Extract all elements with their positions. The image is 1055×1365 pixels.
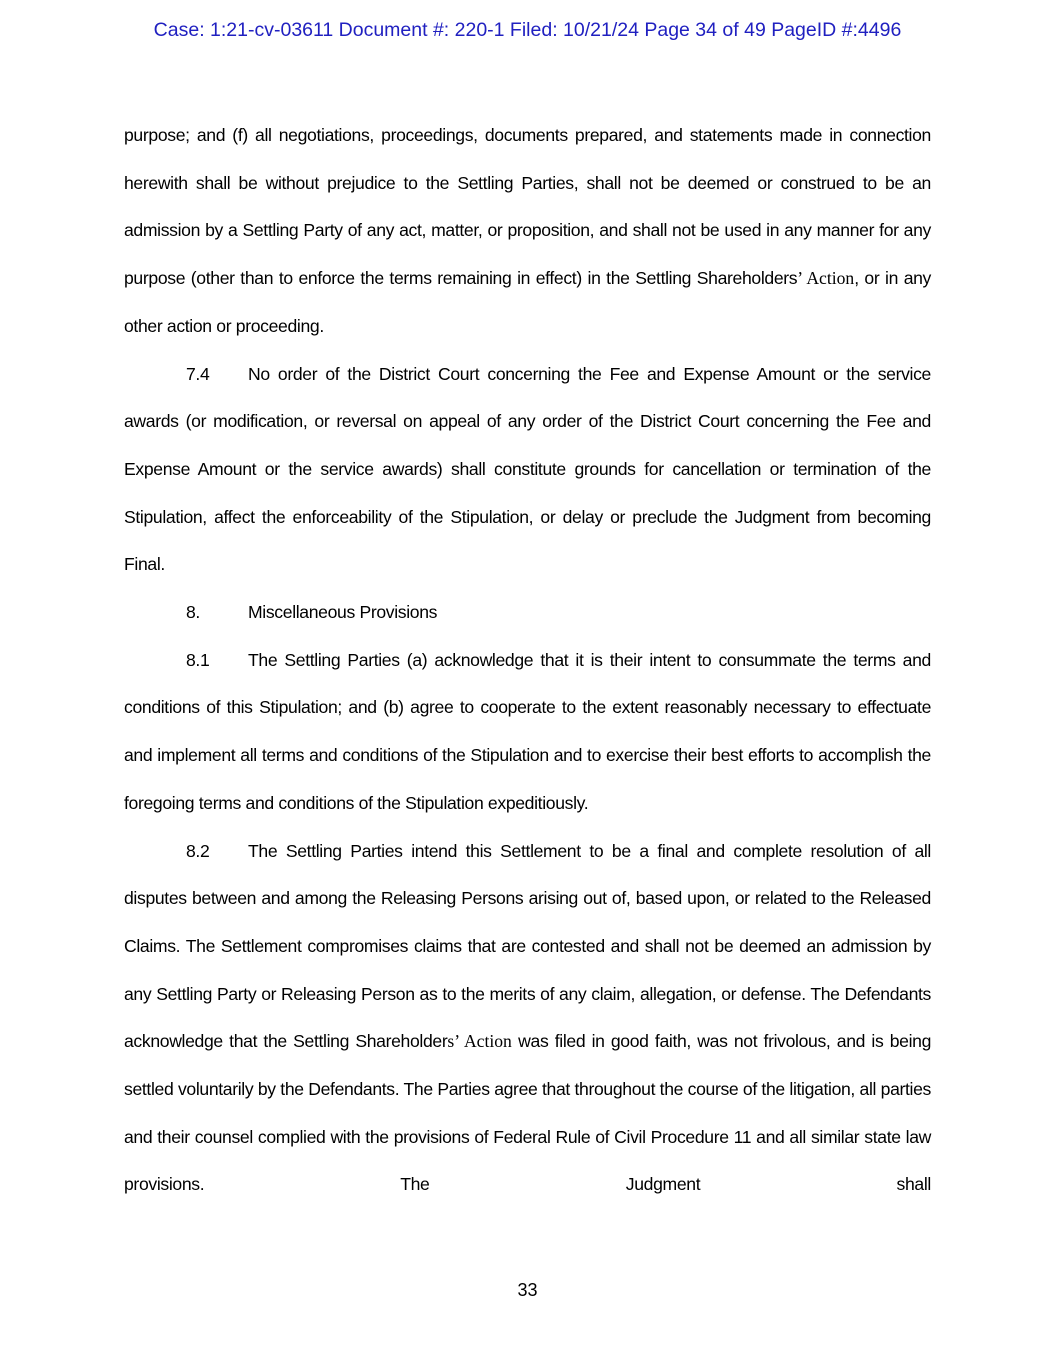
paragraph-continuation (124, 112, 931, 351)
case-header: Case: 1:21-cv-03611 Document #: 220-1 Filed: 10/21/24 Page 34 of 49 PageID #:4496 (153, 19, 902, 41)
paragraph-text: purpose; and (f) all negotiations, proceedings, documents prepared, and statements made in connection herewith shall be without prejudice to the Settling Parties, shall not be deemed or construed to be an admission by a Settling Party of any act, matter, or proposition, and shall not be used in any manner for any purpose (other than to enforce the terms remaining in effect) in the Settling Shareholders (124, 125, 931, 289)
paragraph-text-serif: ’ Action (797, 268, 855, 289)
paragraph-7-4 (124, 351, 931, 590)
section-number: 8.1 (186, 649, 210, 670)
paragraph-text: was filed in good faith, was not frivolous, and is being settled voluntarily by the Defendants. The Parties agree that throughout the course of the litigation, all parties and their counsel complied with the provisions of Federal Rule of Civil Procedure 11 and all similar state law provisions. The Judgment shall (124, 1031, 932, 1195)
paragraph-8-2 (124, 828, 931, 1210)
section-heading-8 (124, 589, 931, 637)
paragraph-text-serif: s’ Action (447, 1031, 512, 1052)
section-number: 7.4 (186, 363, 210, 384)
paragraph-text: The Settling Parties intend this Settlement to be a final and complete resolution of all disputes between and among the Releasing Persons arising out of, based upon, or related to the Released Claims. The Settlement compromises claims that are contested and shall not be deemed an admission by any Settling Party or Releasing Person as to the merits of any claim, allegation, or defense. The Defendants acknowledge that the Settling Shareholder (124, 840, 931, 1052)
document-body (124, 112, 931, 1209)
page-number: 33 (517, 1280, 538, 1300)
paragraph-text: No order of the District Court concerning the Fee and Expense Amount or the service awards (or modification, or reversal on appeal of any order of the District Court concerning the Fee and Expense Amount or the service awards) shall constitute grounds for cancellation or termination of the Stipulation, affect the enforceability of the Stipulation, or delay or preclude the Judgment from becoming Final. (124, 363, 931, 575)
section-number: 8. (186, 602, 200, 623)
paragraph-text: , or in any other action or proceeding. (124, 268, 932, 336)
paragraph-text: The Settling Parties (a) acknowledge that it is their intent to consummate the terms and conditions of this Stipulation; and (b) agree to cooperate to the extent reasonably necessary to effectuate and implement all terms and conditions of the Stipulation and to exercise their best efforts to accomplish the foregoing terms and conditions of the Stipulation expeditiously. (124, 649, 931, 813)
section-number: 8.2 (186, 840, 210, 861)
paragraph-8-1 (124, 637, 931, 828)
section-title: Miscellaneous Provisions (248, 602, 438, 623)
